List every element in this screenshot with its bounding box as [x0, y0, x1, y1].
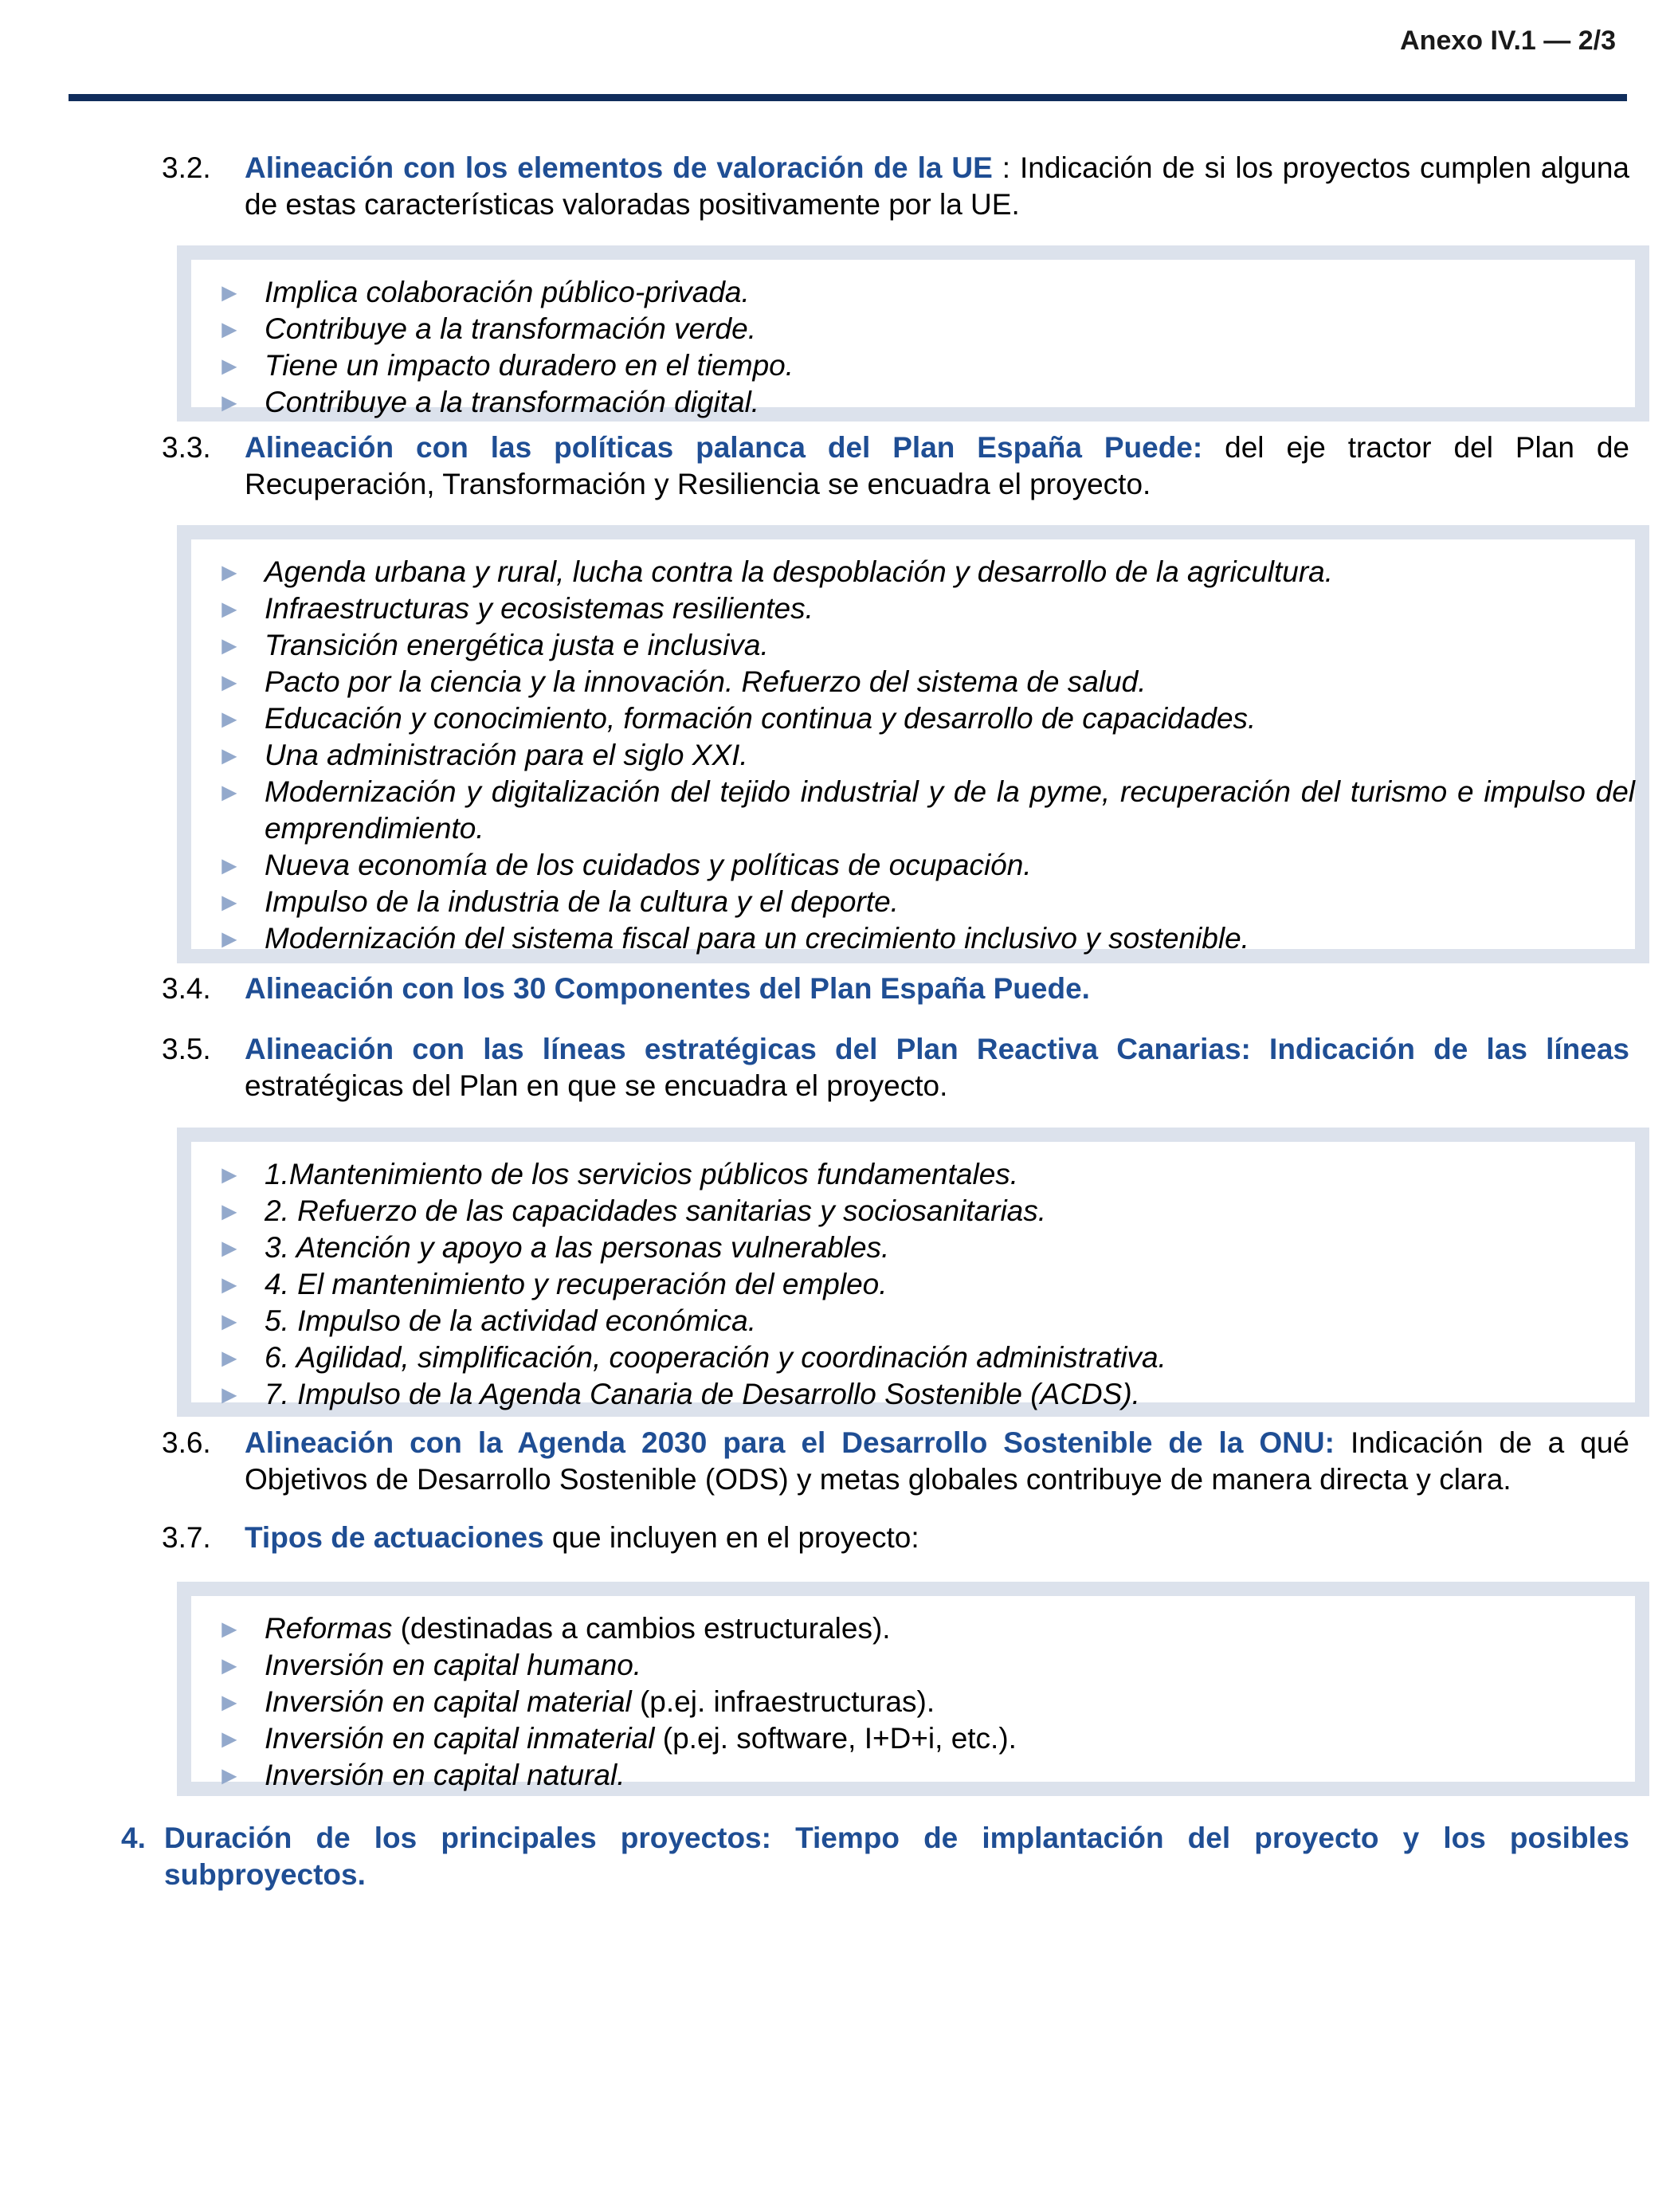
section-3-4 [163, 971, 1629, 1007]
section-3-6 [163, 1425, 1629, 1498]
list-item-text-italic: Inversión en capital inmaterial [265, 1722, 655, 1755]
list-box-3-7 [177, 1582, 1649, 1796]
triangle-bullet-icon: ► [217, 704, 242, 733]
list-item-text: Impulso de la industria de la cultura y el deporte. [265, 885, 899, 918]
list-item-text-italic: Inversión en capital material [265, 1685, 632, 1718]
list-item-text: 1.Mantenimiento de los servicios públicos fundamentales. [265, 1158, 1019, 1190]
list-item-text: 7. Impulso de la Agenda Canaria de Desarrollo Sostenible (ACDS). [265, 1378, 1140, 1410]
triangle-bullet-icon: ► [217, 1688, 242, 1716]
list-item [191, 274, 1635, 311]
list-item [191, 847, 1635, 884]
triangle-bullet-icon: ► [217, 1761, 242, 1790]
list-item-text: Transición energética justa e inclusiva. [265, 629, 769, 661]
triangle-bullet-icon: ► [217, 1307, 242, 1335]
list-item-text: 4. El mantenimiento y recuperación del empleo. [265, 1268, 888, 1300]
section-text: que incluyen en el proyecto: [543, 1521, 919, 1554]
section-number: 3.3. [162, 431, 211, 464]
list-item-text: Tiene un impacto duradero en el tiempo. [265, 349, 794, 382]
list-item [191, 1757, 1635, 1794]
triangle-bullet-icon: ► [217, 1197, 242, 1226]
section-number: 3.5. [162, 1033, 211, 1065]
list-item [191, 1230, 1635, 1266]
list-item-text: 6. Agilidad, simplificación, cooperación y coordinación administrativa. [265, 1341, 1166, 1374]
section-3-2 [163, 150, 1629, 223]
triangle-bullet-icon: ► [217, 594, 242, 623]
list-item-text: Pacto por la ciencia y la innovación. Refuerzo del sistema de salud. [265, 665, 1147, 698]
bullet-list [191, 274, 1635, 421]
section-3-5 [163, 1031, 1629, 1104]
list-item-text: 2. Refuerzo de las capacidades sanitarias y sociosanitarias. [265, 1194, 1047, 1227]
list-item [191, 1647, 1635, 1684]
section-3-3 [163, 429, 1629, 503]
list-item-text-normal: (destinadas a cambios estructurales). [392, 1612, 891, 1645]
list-item [191, 774, 1635, 847]
section-3-7 [163, 1520, 1629, 1556]
triangle-bullet-icon: ► [217, 1233, 242, 1262]
triangle-bullet-icon: ► [217, 888, 242, 916]
list-item-text: Contribuye a la transformación digital. [265, 386, 760, 418]
section-title: Alineación con los 30 Componentes del Plan España Puede. [245, 972, 1090, 1005]
bullet-list [191, 1610, 1635, 1794]
list-item-text: Contribuye a la transformación verde. [265, 312, 756, 345]
section-text: Indicación de a qué Objetivos de Desarrollo Sostenible (ODS) y metas globales contribuye de manera directa y clara. [245, 1426, 1629, 1496]
list-item-text: 5. Impulso de la actividad económica. [265, 1304, 757, 1337]
triangle-bullet-icon: ► [217, 558, 242, 586]
list-item-text-normal: (p.ej. infraestructuras). [631, 1685, 935, 1718]
bullet-list [191, 1156, 1635, 1413]
section-title: Alineación con las políticas palanca del Plan España Puede: [245, 431, 1203, 464]
list-item-text: Una administración para el siglo XXI. [265, 739, 748, 771]
list-item [191, 1376, 1635, 1413]
triangle-bullet-icon: ► [217, 1724, 242, 1753]
list-item-text: Nueva economía de los cuidados y políticas de ocupación. [265, 849, 1032, 881]
section-number: 4. [121, 1822, 146, 1854]
section-number: 3.6. [162, 1426, 211, 1459]
section-title: Alineación con la Agenda 2030 para el Desarrollo Sostenible de la ONU: [245, 1426, 1335, 1459]
list-item [191, 737, 1635, 774]
list-item [191, 1266, 1635, 1303]
triangle-bullet-icon: ► [217, 924, 242, 953]
section-text: estratégicas del Plan en que se encuadra el proyecto. [245, 1069, 948, 1102]
section-title: Tipos de actuaciones [245, 1521, 544, 1554]
bullet-list [191, 554, 1635, 957]
section-title: Duración de los principales proyectos: Tiempo de implantación del proyecto y los posibles subproyectos. [164, 1822, 1629, 1891]
list-item [191, 1684, 1635, 1720]
section-text: del eje tractor del Plan de Recuperación, Transformación y Resiliencia se encuadra el proyecto. [245, 431, 1629, 500]
triangle-bullet-icon: ► [217, 851, 242, 880]
list-item-text: Modernización del sistema fiscal para un crecimiento inclusivo y sostenible. [265, 922, 1249, 955]
list-item-text: Agenda urbana y rural, lucha contra la despoblación y desarrollo de la agricultura. [265, 555, 1334, 588]
list-item [191, 384, 1635, 421]
list-box-3-2 [177, 245, 1649, 422]
list-box-3-3 [177, 525, 1649, 963]
triangle-bullet-icon: ► [217, 631, 242, 660]
triangle-bullet-icon: ► [217, 351, 242, 380]
section-text: : Indicación de si los proyectos cumplen alguna de estas características valoradas positivamente por la UE. [245, 151, 1629, 221]
section-4 [121, 1820, 1629, 1893]
section-number: 3.4. [162, 972, 211, 1005]
list-item [191, 920, 1635, 957]
list-item [191, 1193, 1635, 1230]
list-item [191, 1610, 1635, 1647]
list-item-text-italic: Inversión en capital natural. [265, 1759, 625, 1791]
list-item [191, 1156, 1635, 1193]
list-item [191, 700, 1635, 737]
list-item [191, 884, 1635, 920]
triangle-bullet-icon: ► [217, 1270, 242, 1299]
list-item-text: 3. Atención y apoyo a las personas vulnerables. [265, 1231, 890, 1264]
list-item-text-normal: (p.ej. software, I+D+i, etc.). [654, 1722, 1017, 1755]
list-item-text: Modernización y digitalización del tejido industrial y de la pyme, recuperación del turismo e impulso del emprendimiento. [265, 775, 1635, 845]
list-item-text: Infraestructuras y ecosistemas resilientes. [265, 592, 814, 625]
section-number: 3.7. [162, 1521, 211, 1554]
list-box-3-5 [177, 1128, 1649, 1417]
list-item [191, 347, 1635, 384]
list-item [191, 664, 1635, 700]
list-item-text-italic: Reformas [265, 1612, 393, 1645]
triangle-bullet-icon: ► [217, 315, 242, 343]
triangle-bullet-icon: ► [217, 1380, 242, 1409]
triangle-bullet-icon: ► [217, 1651, 242, 1680]
page-header-label: Anexo IV.1 — 2/3 [1400, 25, 1616, 56]
list-item-text: Educación y conocimiento, formación continua y desarrollo de capacidades. [265, 702, 1257, 735]
triangle-bullet-icon: ► [217, 388, 242, 417]
list-item [191, 1720, 1635, 1757]
list-item [191, 1339, 1635, 1376]
section-title: Alineación con los elementos de valoración de la UE [245, 151, 993, 184]
triangle-bullet-icon: ► [217, 668, 242, 696]
list-item [191, 1303, 1635, 1339]
list-item-text-italic: Inversión en capital humano. [265, 1649, 642, 1681]
list-item [191, 554, 1635, 590]
list-item [191, 590, 1635, 627]
section-number: 3.2. [162, 151, 211, 184]
list-item [191, 311, 1635, 347]
header-divider [69, 94, 1627, 101]
triangle-bullet-icon: ► [217, 1160, 242, 1189]
triangle-bullet-icon: ► [217, 1614, 242, 1643]
triangle-bullet-icon: ► [217, 1343, 242, 1372]
triangle-bullet-icon: ► [217, 778, 242, 806]
list-item-text: Implica colaboración público-privada. [265, 276, 750, 308]
list-item [191, 627, 1635, 664]
triangle-bullet-icon: ► [217, 278, 242, 307]
triangle-bullet-icon: ► [217, 741, 242, 770]
section-title: Alineación con las líneas estratégicas del Plan Reactiva Canarias: Indicación de las líneas [245, 1033, 1629, 1065]
